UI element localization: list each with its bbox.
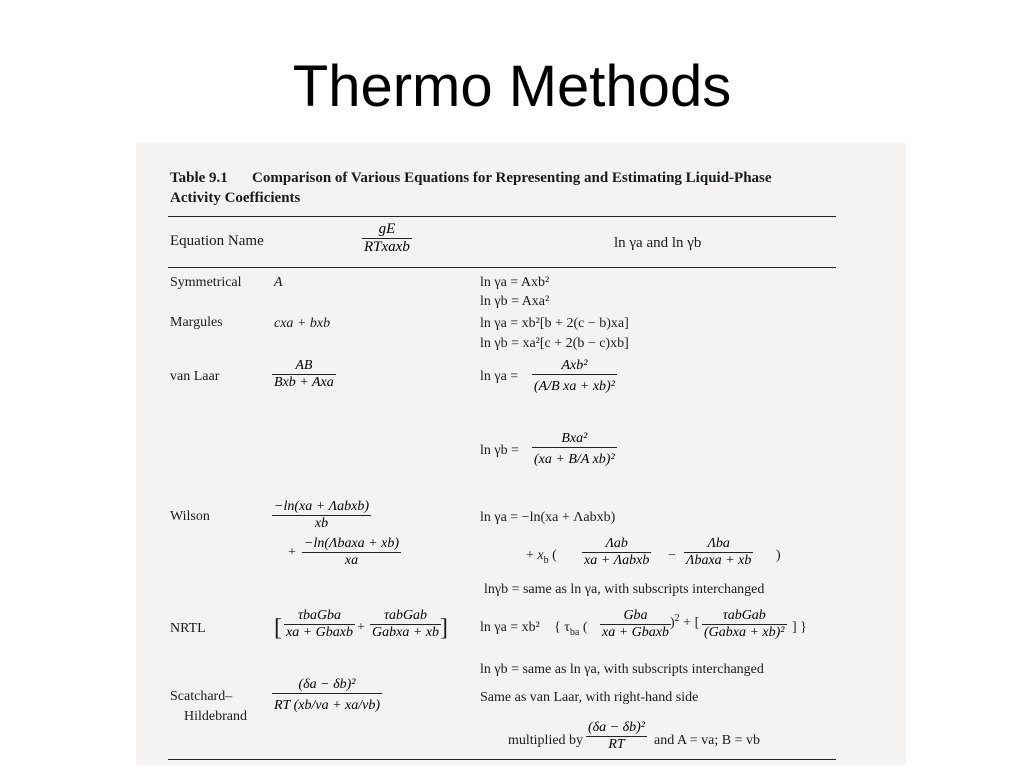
- nrtl-bracket-open: [: [274, 615, 282, 641]
- nrtl-eq-frac-a: [600, 608, 671, 641]
- header-ln-gamma: ln γa and ln γb: [614, 235, 702, 251]
- eq-nrtl-b: ln γb = same as ln γa, with subscripts interchanged: [480, 662, 764, 677]
- nrtl-ge-b-num: τabGab: [383, 608, 428, 623]
- scanned-table-image: [136, 143, 906, 765]
- header-ge-fraction: [362, 221, 412, 256]
- eq-nrtl-a-lhs: ln γa = xb²: [480, 620, 540, 635]
- row-ge-symmetrical: A: [274, 275, 283, 290]
- scatchard-eq-frac: [586, 720, 647, 753]
- wilson-cont-b-den: Λbaxa + xb: [686, 553, 752, 568]
- nrtl-eq-a-num: Gba: [623, 608, 648, 623]
- eq-wilson-b: lnγb = same as ln γa, with subscripts interchanged: [484, 582, 765, 597]
- van-laar-b-num: Bxa²: [561, 431, 588, 446]
- nrtl-eq-a-den: xa + Gbaxb: [602, 625, 669, 640]
- wilson-ge-2-num: −ln(Λbaxa + xb): [304, 536, 399, 551]
- eq-margules-a: ln γa = xb²[b + 2(c − b)xa]: [480, 316, 629, 331]
- nrtl-ge-b-den: Gabxa + xb: [372, 625, 439, 640]
- eq-van-laar-a-frac: [532, 358, 617, 395]
- van-laar-b-den: (xa + B/A xb)²: [534, 452, 615, 467]
- nrtl-ge-frac-a: [284, 608, 355, 641]
- nrtl-ge-a-num: τbaGba: [297, 608, 342, 623]
- wilson-ge-2-den: xa: [344, 553, 359, 568]
- nrtl-ge-a-den: xa + Gbaxb: [286, 625, 353, 640]
- table-title-line2: Activity Coefficients: [170, 190, 301, 206]
- eq-van-laar-b-frac: [532, 431, 617, 468]
- eq-symmetrical-a: ln γa = Axb²: [480, 275, 550, 290]
- van-laar-ge-num: AB: [295, 358, 313, 373]
- eq-symmetrical-b: ln γb = Axa²: [480, 294, 550, 309]
- top-rule: [168, 216, 836, 217]
- row-name-van-laar: van Laar: [170, 369, 220, 384]
- header-ge-den: RTxaxb: [364, 239, 410, 255]
- bottom-rule: [168, 759, 836, 760]
- slide-title: Thermo Methods: [292, 54, 732, 119]
- wilson-cont-a-num: Λab: [605, 536, 628, 551]
- eq-scatchard-a: Same as van Laar, with right-hand side: [480, 690, 699, 705]
- row-name-scatchard: Scatchard–: [170, 689, 233, 704]
- van-laar-a-den: (A/B xa + xb)²: [534, 379, 615, 394]
- scatchard-ge-frac: [272, 677, 382, 714]
- header-equation-name: Equation Name: [170, 233, 264, 249]
- wilson-ge-part1: [272, 499, 371, 532]
- wilson-cont-frac-a: [582, 536, 651, 569]
- nrtl-ge-plus: +: [357, 620, 365, 635]
- scatchard-ge-num: (δa − δb)²: [298, 677, 356, 692]
- header-rule: [168, 267, 836, 268]
- nrtl-eq-frac-b: [702, 608, 787, 641]
- van-laar-a-num: Axb²: [561, 358, 588, 373]
- scatchard-eq-den: RT: [608, 737, 625, 752]
- eq-wilson-a: ln γa = −ln(xa + Λabxb): [480, 510, 616, 525]
- wilson-minus: −: [668, 548, 676, 563]
- eq-van-laar-b-lhs: ln γb =: [480, 443, 519, 458]
- nrtl-ge-frac-b: [370, 608, 441, 641]
- nrtl-bracket-close: ]: [440, 615, 448, 641]
- row-ge-van-laar: [272, 358, 336, 391]
- nrtl-eq-b-den: (Gabxa + xb)²: [704, 625, 785, 640]
- eq-margules-b: ln γb = xa²[c + 2(b − c)xb]: [480, 336, 629, 351]
- wilson-ge-1-num: −ln(xa + Λabxb): [274, 499, 369, 514]
- van-laar-ge-den: Bxb + Axa: [274, 375, 334, 390]
- eq-van-laar-a-lhs: ln γa =: [480, 369, 519, 384]
- scatchard-ge-den: RT (xb/va + xa/vb): [274, 698, 380, 713]
- row-name-hildebrand: Hildebrand: [184, 709, 247, 724]
- row-name-symmetrical: Symmetrical: [170, 275, 242, 290]
- wilson-cont-a-den: xa + Λabxb: [584, 553, 650, 568]
- eq-scatchard-multiplied: multiplied by: [508, 733, 584, 748]
- wilson-close-paren: ): [776, 548, 781, 563]
- wilson-cont-prefix: + $x_b$ (: [526, 548, 557, 566]
- nrtl-eq-b-num: τabGab: [722, 608, 766, 623]
- wilson-ge-1-den: xb: [314, 516, 329, 531]
- wilson-plus: +: [288, 545, 296, 560]
- table-title-line1: Comparison of Various Equations for Representing and Estimating Liquid-Phase: [252, 170, 772, 186]
- wilson-ge-part2: [302, 536, 401, 569]
- header-ge-num: gE: [378, 221, 396, 237]
- nrtl-tau-ba: { $\tau_{ba}$ (: [554, 620, 588, 638]
- nrtl-eq-close: ] }: [792, 620, 807, 635]
- wilson-cont-frac-b: [684, 536, 753, 569]
- scatchard-eq-num: (δa − δb)²: [588, 720, 645, 735]
- row-name-wilson: Wilson: [170, 509, 210, 524]
- table-number: Table 9.1: [170, 170, 228, 186]
- row-name-margules: Margules: [170, 315, 223, 330]
- row-ge-margules: cxa + bxb: [274, 316, 331, 331]
- eq-scatchard-tail: and A = va; B = vb: [654, 733, 761, 748]
- wilson-cont-b-num: Λba: [707, 536, 730, 551]
- nrtl-eq-plus: )$^2$ + [: [670, 613, 700, 631]
- row-name-nrtl: NRTL: [170, 621, 206, 636]
